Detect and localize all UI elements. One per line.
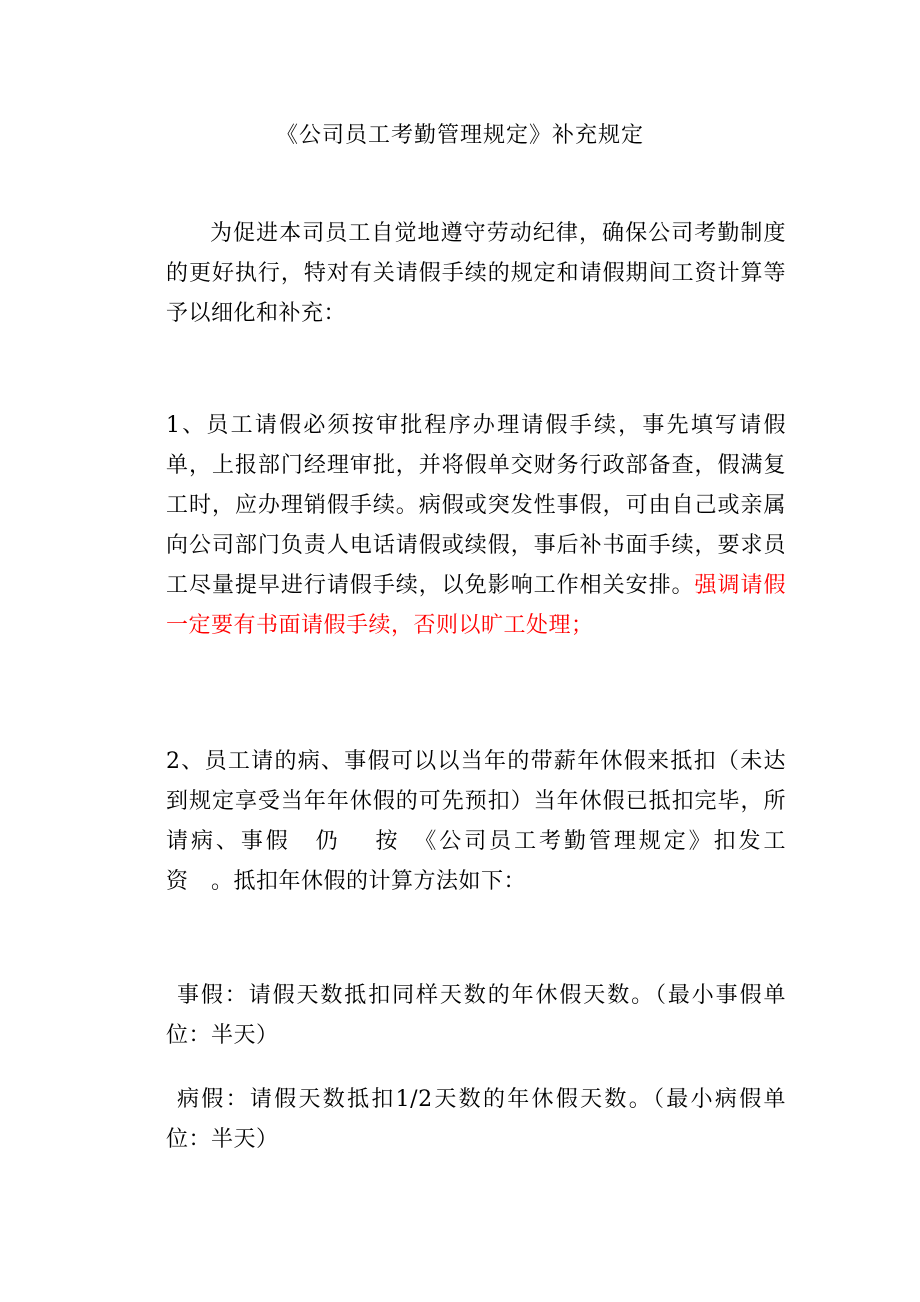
rule-item-2: 2、员工请的病、事假可以以当年的带薪年休假来抵扣（未达到规定享受当年年休假的可先预扣）当年休假已抵扣完毕，所请病、事假 仍 按 《公司员工考勤管理规定》扣发工资 。抵扣年休假的计算方法如下： xyxy=(166,749,786,894)
sick-leave-deduction: 病假：请假天数抵扣1/2天数的年休假天数。（最小病假单位：半天） xyxy=(166,1087,786,1152)
rule-item-1-emphasis: 强调请假一定要有书面请假手续，否则以旷工处理； xyxy=(166,573,786,638)
rule-item-1 xyxy=(166,406,786,646)
personal-leave-deduction: 事假：请假天数抵扣同样天数的年休假天数。（最小事假单位：半天） xyxy=(166,983,786,1048)
document-title: 《公司员工考勤管理规定》补充规定 xyxy=(275,123,644,148)
intro-paragraph: 为促进本司员工自觉地遵守劳动纪律，确保公司考勤制度的更好执行，特对有关请假手续的规定和请假期间工资计算等予以细化和补充： xyxy=(166,221,786,326)
rule-item-1-text: 1、员工请假必须按审批程序办理请假手续，事先填写请假单，上报部门经理审批，并将假单交财务行政部备查，假满复工时，应办理销假手续。病假或突发性事假，可由自己或亲属向公司部门负责人电话请假或续假，事后补书面手续，要求员工尽量提早进行请假手续，以免影响工作相关安排。 xyxy=(166,413,786,598)
